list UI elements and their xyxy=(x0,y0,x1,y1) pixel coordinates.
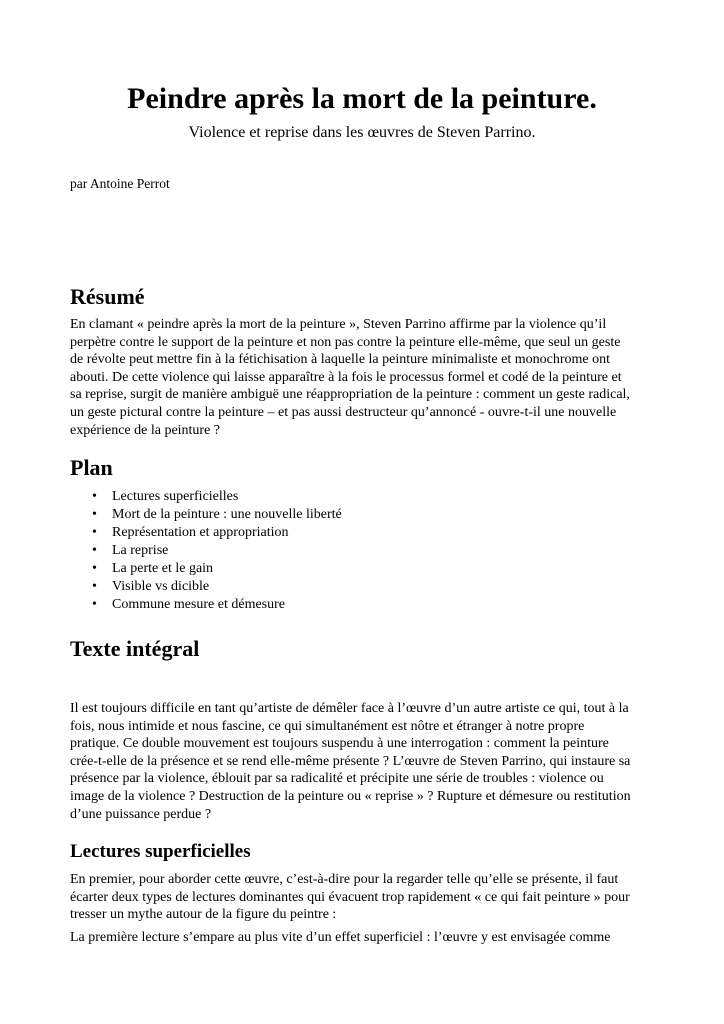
plan-item-label: La reprise xyxy=(112,543,169,558)
resume-heading: Résumé xyxy=(70,284,145,309)
bullet-icon: • xyxy=(92,525,97,540)
bullet-icon: • xyxy=(92,561,97,576)
plan-item xyxy=(92,542,342,560)
plan-item xyxy=(92,578,342,596)
plan-item xyxy=(92,560,342,578)
plan-item-label: Représentation et appropriation xyxy=(112,525,289,540)
bullet-icon: • xyxy=(92,597,97,612)
plan-item xyxy=(92,488,342,506)
plan-item-label: Lectures superficielles xyxy=(112,489,239,504)
lectures-heading: Lectures superficielles xyxy=(70,841,251,862)
lectures-paragraph-1: En premier, pour aborder cette œuvre, c’est-à-dire pour la regarder telle qu’elle se présente, il faut écarter deux types de lectures dominantes qui évacuent trop rapidement « ce qui fait peinture » pour tresser un mythe autour de la figure du peintre : xyxy=(70,872,630,923)
plan-item xyxy=(92,506,342,524)
resume-paragraph: En clamant « peindre après la mort de la peinture », Steven Parrino affirme par la violence qu’il perpètre contre le support de la peinture et non pas contre la peinture elle-même, que seul un geste de révolte peut mettre fin à la fétichisation à laquelle la peinture minimaliste et monochrome ont abouti. De cette violence qui laisse apparaître à la fois le processus formel et codé de la peinture et sa reprise, surgit de manière ambiguë une réappropriation de la peinture : comment un geste radical, un geste pictural contre la peinture – et pas aussi destructeur qu’annoncé - ouvre-t-il une nouvelle expérience de la peinture ? xyxy=(70,317,630,438)
plan-item-label: Commune mesure et démesure xyxy=(112,597,286,612)
plan-item-label: Mort de la peinture : une nouvelle liberté xyxy=(112,507,342,522)
author-line: par Antoine Perrot xyxy=(70,176,170,191)
document-subtitle: Violence et reprise dans les œuvres de Steven Parrino. xyxy=(188,124,536,141)
texte-integral-heading: Texte intégral xyxy=(70,636,200,661)
bullet-icon: • xyxy=(92,579,97,594)
lectures-paragraph-2: La première lecture s’empare au plus vite d’un effet superficiel : l’œuvre y est envisagée comme xyxy=(70,930,611,945)
bullet-icon: • xyxy=(92,507,97,522)
plan-list xyxy=(70,488,342,614)
intro-paragraph: Il est toujours difficile en tant qu’artiste de démêler face à l’œuvre d’un autre artiste ce qui, tout à la fois, nous intimide et nous fascine, ce qui simultanément est nôtre et étranger à notre propre pratique. Ce double mouvement est toujours suspendu à une interrogation : comment la peinture crée-t-elle de la présence et se rend elle-même présente ? L’œuvre de Steven Parrino, qui instaure sa présence par la violence, éblouit par sa radicalité et précipite une série de troubles : violence ou image de la violence ? Destruction de la peinture ou « reprise » ? Rupture et démesure ou restitution d’une puissance perdue ? xyxy=(70,701,631,822)
plan-item xyxy=(92,524,342,542)
plan-heading: Plan xyxy=(70,455,113,480)
document-title: Peindre après la mort de la peinture. xyxy=(127,82,597,115)
plan-item xyxy=(92,596,342,614)
bullet-icon: • xyxy=(92,543,97,558)
plan-item-label: La perte et le gain xyxy=(112,561,214,576)
plan-item-label: Visible vs dicible xyxy=(112,579,210,594)
bullet-icon: • xyxy=(92,489,97,504)
